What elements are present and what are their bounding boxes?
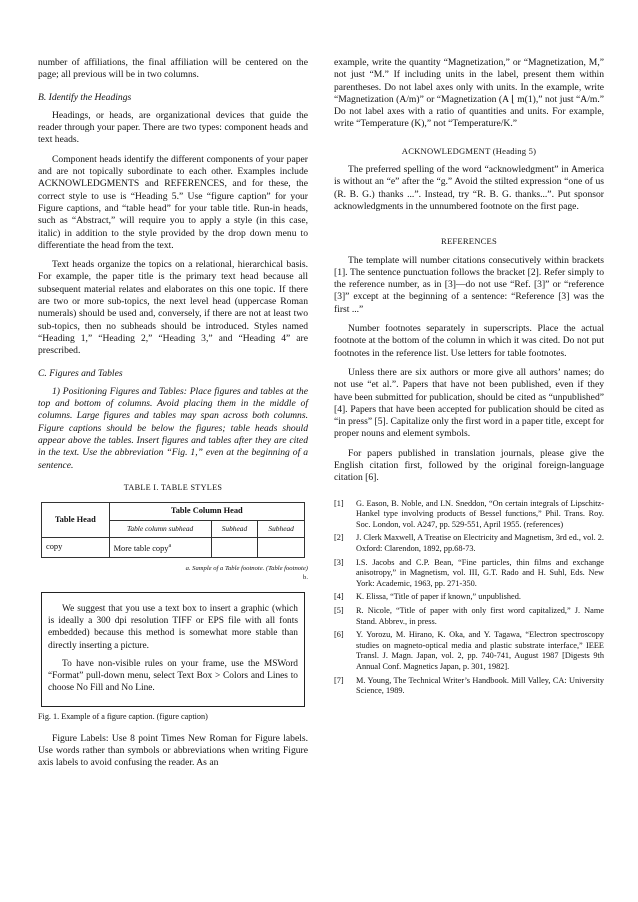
table-empty-cell: [211, 537, 258, 557]
figure-text-box: [41, 592, 305, 707]
table-row-value-cell: [109, 537, 211, 557]
reference-number: [5]: [334, 605, 344, 615]
table-footnote: a. Sample of a Table footnote. (Table footnote): [185, 564, 308, 572]
paragraph-references-2: Number footnotes separately in superscripts. Place the actual footnote at the bottom of the column in which it was cited. Do not put footnotes in the reference list. Use letters for table footnotes.: [334, 323, 604, 359]
reference-number: [2]: [334, 533, 344, 543]
table-row-sup: a: [168, 542, 172, 549]
reference-item: [334, 676, 604, 697]
heading-figures-tables: C. Figures and Tables: [38, 367, 123, 379]
reference-item: [334, 630, 604, 672]
table-column-head: Table Column Head: [109, 503, 304, 520]
table-subhead-1: Table column subhead: [109, 520, 211, 537]
reference-text: M. Young, The Technical Writer’s Handbook. Mill Valley, CA: University Science, 1989.: [356, 675, 604, 696]
paragraph-references-3: Unless there are six authors or more give all authors’ names; do not use “et al.”. Papers that have not been published, even if they have been submitted for publication, should be cited as “unpublished” [4]. Papers that have been accepted for publication should be cited as “in press” [5]. Capitalize only the first word in a paper title, except for proper nouns and element symbols.: [334, 366, 604, 440]
heading-references: REFERENCES: [441, 236, 497, 247]
reference-item: [334, 558, 604, 590]
sample-table: [41, 502, 305, 558]
intro-paragraph: number of affiliations, the final affiliation will be centered on the page; all previous will be in two columns.: [38, 57, 308, 81]
reference-number: [1]: [334, 498, 344, 508]
table-subhead-2: Subhead: [211, 520, 258, 537]
reference-number: [4]: [334, 592, 344, 602]
reference-number: [7]: [334, 675, 344, 685]
table-subhead-3: Subhead: [258, 520, 305, 537]
heading-identify-headings: B. Identify the Headings: [38, 91, 132, 103]
table-empty-cell: [258, 537, 305, 557]
paragraph-headings-1: Headings, or heads, are organizational devices that guide the reader through your paper. There are two types: component heads and text heads.: [38, 109, 308, 146]
table-caption: TABLE I. TABLE STYLES: [123, 482, 223, 492]
paragraph-references-1: The template will number citations consecutively within brackets [1]. The sentence punctuation follows the bracket [2]. Refer simply to the reference number, as in [3]—do not use “Ref. [3]” or “reference [3]” except at the beginning of a sentence: “Reference [3] was the first ...”: [334, 254, 604, 315]
figure-box-paragraph-1: We suggest that you use a text box to insert a graphic (which is ideally a 300 dpi resolution TIFF or EPS file with all fonts embedded) because this method is somewhat more stable than directly inserting a picture.: [48, 603, 298, 651]
figure-caption: Fig. 1. Example of a figure caption. (figure caption): [38, 712, 208, 722]
paragraph-example: example, write the quantity “Magnetization,” or “Magnetization, M,” not just “M.” If including units in the label, present them within parentheses. Do not label axes only with units. In the example, write “Magnetization (A/m)” or “Magnetization (A ⌊ m(1),” not just “A/m.” Do not label axes with a ratio of quantities and units. For example, write “Temperature (K),” not “Temperature/K.”: [334, 57, 604, 130]
table-head-cell: Table Head: [42, 503, 110, 538]
table-row-value: More table copy: [113, 543, 169, 553]
reference-item: [334, 499, 604, 531]
reference-text: J. Clerk Maxwell, A Treatise on Electricity and Magnetism, 3rd ed., vol. 2. Oxford: Clarendon, 1892, pp.68-73.: [356, 533, 604, 553]
paragraph-figure-labels: Figure Labels: Use 8 point Times New Roman for Figure labels. Use words rather than symbols or abbreviations when writing Figure axis labels to avoid confusing the reader. As an: [38, 732, 308, 769]
paragraph-headings-3: Text heads organize the topics on a relational, hierarchical basis. For example, the paper title is the primary text head because all subsequent material relates and elaborates on this one topic. If there are two or more sub-topics, the next level head (uppercase Roman numerals) should be used and, conversely, if there are not at least two sub-topics, then no subheads should be introduced. Styles named “Heading 1,” “Heading 2,” “Heading 3,” and “Heading 4” are prescribed.: [38, 259, 308, 357]
reference-item: [334, 592, 604, 603]
heading-acknowledgment: ACKNOWLEDGMENT (Heading 5): [401, 145, 537, 156]
paragraph-acknowledgment: The preferred spelling of the word “acknowledgment” in America is without an “e” after the “g.” Avoid the stilted expression “one of us (R. B. G.) thanks ...”. Instead, try “R. B. G. thanks...”. Put sponsor acknowledgments in the unnumbered footnote on the first page.: [334, 164, 604, 212]
right-column: [334, 57, 604, 700]
table-footnote-b: b.: [303, 573, 308, 581]
reference-number: [6]: [334, 630, 344, 640]
figure-box-paragraph-2: To have non-visible rules on your frame, use the MSWord “Format” pull-down menu, select Text Box > Colors and Lines to choose No Fill and No Line.: [48, 658, 298, 694]
reference-text: K. Elissa, “Title of paper if known,” unpublished.: [356, 592, 521, 602]
paragraph-positioning: 1) Positioning Figures and Tables: Place figures and tables at the top and bottom of columns. Avoid placing them in the middle of columns. Large figures and tables may span across both columns. Figure captions should be below the figures; table heads should appear above the tables. Insert figures and tables after they are cited in the text. Use the abbreviation “Fig. 1,” even at the beginning of a sentence.: [38, 385, 308, 471]
reference-text: R. Nicole, “Title of paper with only first word capitalized,” J. Name Stand. Abbrev., in press.: [356, 605, 604, 626]
table-footnote-block: [38, 564, 308, 582]
reference-number: [3]: [334, 557, 344, 567]
left-column: [38, 57, 308, 777]
reference-list: [334, 499, 604, 697]
reference-text: G. Eason, B. Noble, and I.N. Sneddon, “On certain integrals of Lipschitz-Hankel type involving products of Bessel functions,” Phil. Trans. Roy. Soc. London, vol. A247, pp. 529-551, April 1955. (references): [356, 498, 604, 529]
reference-text: Y. Yorozu, M. Hirano, K. Oka, and Y. Tagawa, “Electron spectroscopy studies on magneto-optical media and plastic substrate interface,” IEEE Transl. J. Magn. Japan, vol. 2, pp. 740-741, August 1987 [Digests 9th Annual Conf. Magnetics Japan, p. 301, 1982].: [356, 630, 604, 671]
paragraph-references-4: For papers published in translation journals, please give the English citation first, followed by the original foreign-language citation [6].: [334, 447, 604, 484]
reference-item: [334, 533, 604, 554]
paragraph-headings-2: Component heads identify the different components of your paper and are not topically subordinate to each other. Examples include ACKNOWLEDGMENTS and REFERENCES, and for these, the correct style to use is “Heading 5.” Use “figure caption” for your Figure captions, and “table head” for your table title. Run-in heads, such as “Abstract,” will require you to apply a style (in this case, italic) in addition to the style provided by the drop down menu to differentiate the head from the text.: [38, 153, 308, 251]
reference-item: [334, 606, 604, 627]
reference-text: I.S. Jacobs and C.P. Bean, “Fine particles, thin films and exchange anisotropy,” in Magnetism, vol. III, G.T. Rado and H. Suhl, Eds. New York: Academic, 1963, pp. 271-350.: [356, 557, 604, 588]
table-row-label: copy: [42, 537, 110, 557]
